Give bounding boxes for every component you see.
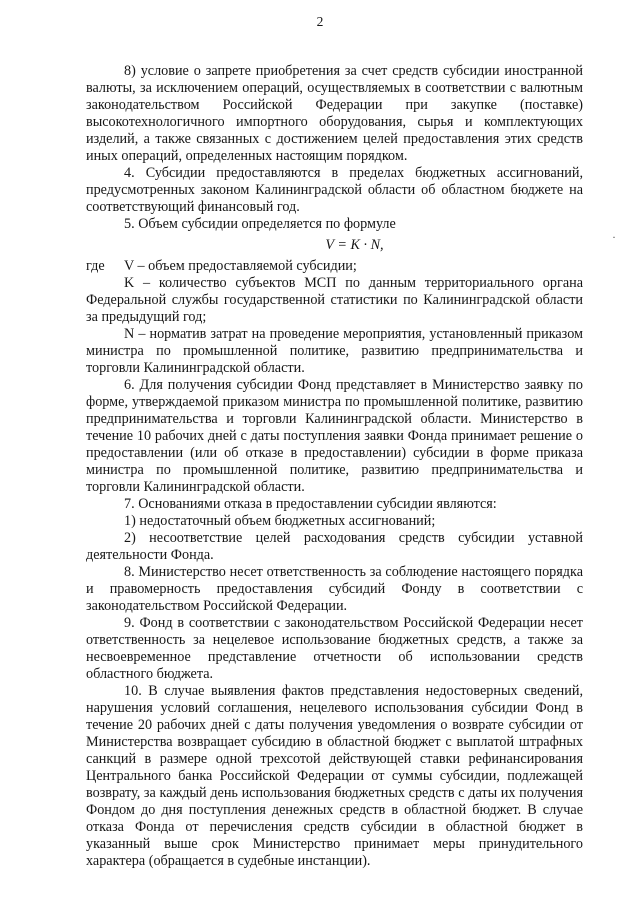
paragraph-8: 8. Министерство несет ответственность за соблюдение настоящего порядка и правомерность предоставления субсидий Фонду в соответствии с законодательством Российской Федерации. [86, 564, 583, 614]
paragraph-7-item-1: 1) недостаточный объем бюджетных ассигнований; [124, 513, 436, 529]
paragraph-9: 9. Фонд в соответствии с законодательством Российской Федерации несет ответственность за нецелевое использование бюджетных средств, а также за несвоевременное представление отчетности об использовании средств областного бюджета. [86, 615, 583, 682]
paragraph-5: 5. Объем субсидии определяется по формуле [124, 216, 396, 232]
document-body [86, 63, 583, 870]
page-number: 2 [316, 14, 324, 29]
paragraph-4: 4. Субсидии предоставляются в пределах бюджетных ассигнований, предусмотренных законом Калининградской области об областном бюджете на соответствующий финансовый год. [86, 165, 583, 215]
v-definition: V – объем предоставляемой субсидии; [124, 258, 357, 274]
paragraph-7-item-2: 2) несоответствие целей расходования средств субсидии уставной деятельности Фонда. [86, 530, 583, 563]
n-definition: N – норматив затрат на проведение мероприятия, установленный приказом министра по промышленной политике, развитию предпринимательства и торговли Калининградской области. [86, 326, 583, 376]
paragraph-item-8: 8) условие о запрете приобретения за счет средств субсидии иностранной валюты, за исключением операций, осуществляемых в соответствии с валютным законодательством Российской Федерации при закупке (поставке) высокотехнологичного импортного оборудования, сырья и комплектующих изделий, а также связанных с достижением целей предоставления этих средств иных операций, определенных настоящим порядком. [86, 63, 583, 164]
paragraph-6: 6. Для получения субсидии Фонд представляет в Министерство заявку по форме, утверждаемой приказом министра по промышленной политике, развитию предпринимательства и торговли Калининградской области. Министерство в течение 10 рабочих дней с даты поступления заявки Фонда принимает решение о предоставлении (или об отказе в предоставлении) субсидии в форме приказа министра по промышленной политике, развитию предпринимательства и торговли Калининградской области. [86, 377, 583, 495]
where-v-definition [86, 258, 583, 275]
formula: V = K · N, [325, 237, 384, 253]
paragraph-10: 10. В случае выявления фактов представления недостоверных сведений, нарушения условий соглашения, нецелевого использования субсидии Фонд в течение 20 рабочих дней с даты получения уведомления о возврате субсидии от Министерства возвращает субсидию в областной бюджет с выплатой штрафных санкций в размере одной трехсотой действующей ставки рефинансирования Центрального банка Российской Федерации от суммы субсидии, подлежащей возврату, за каждый день использования бюджетных средств с даты их получения Фондом до дня поступления денежных средств в областной бюджет. В случае отказа Фонда от перечисления средств субсидии в областной бюджет в указанный выше срок Министерство принимает меры принудительного характера (обращается в судебные инстанции). [86, 683, 583, 869]
k-definition: K – количество субъектов МСП по данным территориального органа Федеральной службы государственной статистики по Калининградской области за предыдущий год; [86, 275, 583, 325]
paragraph-7: 7. Основаниями отказа в предоставлении субсидии являются: [124, 496, 497, 512]
scan-speck: · [612, 230, 616, 244]
where-word: где [86, 258, 105, 274]
